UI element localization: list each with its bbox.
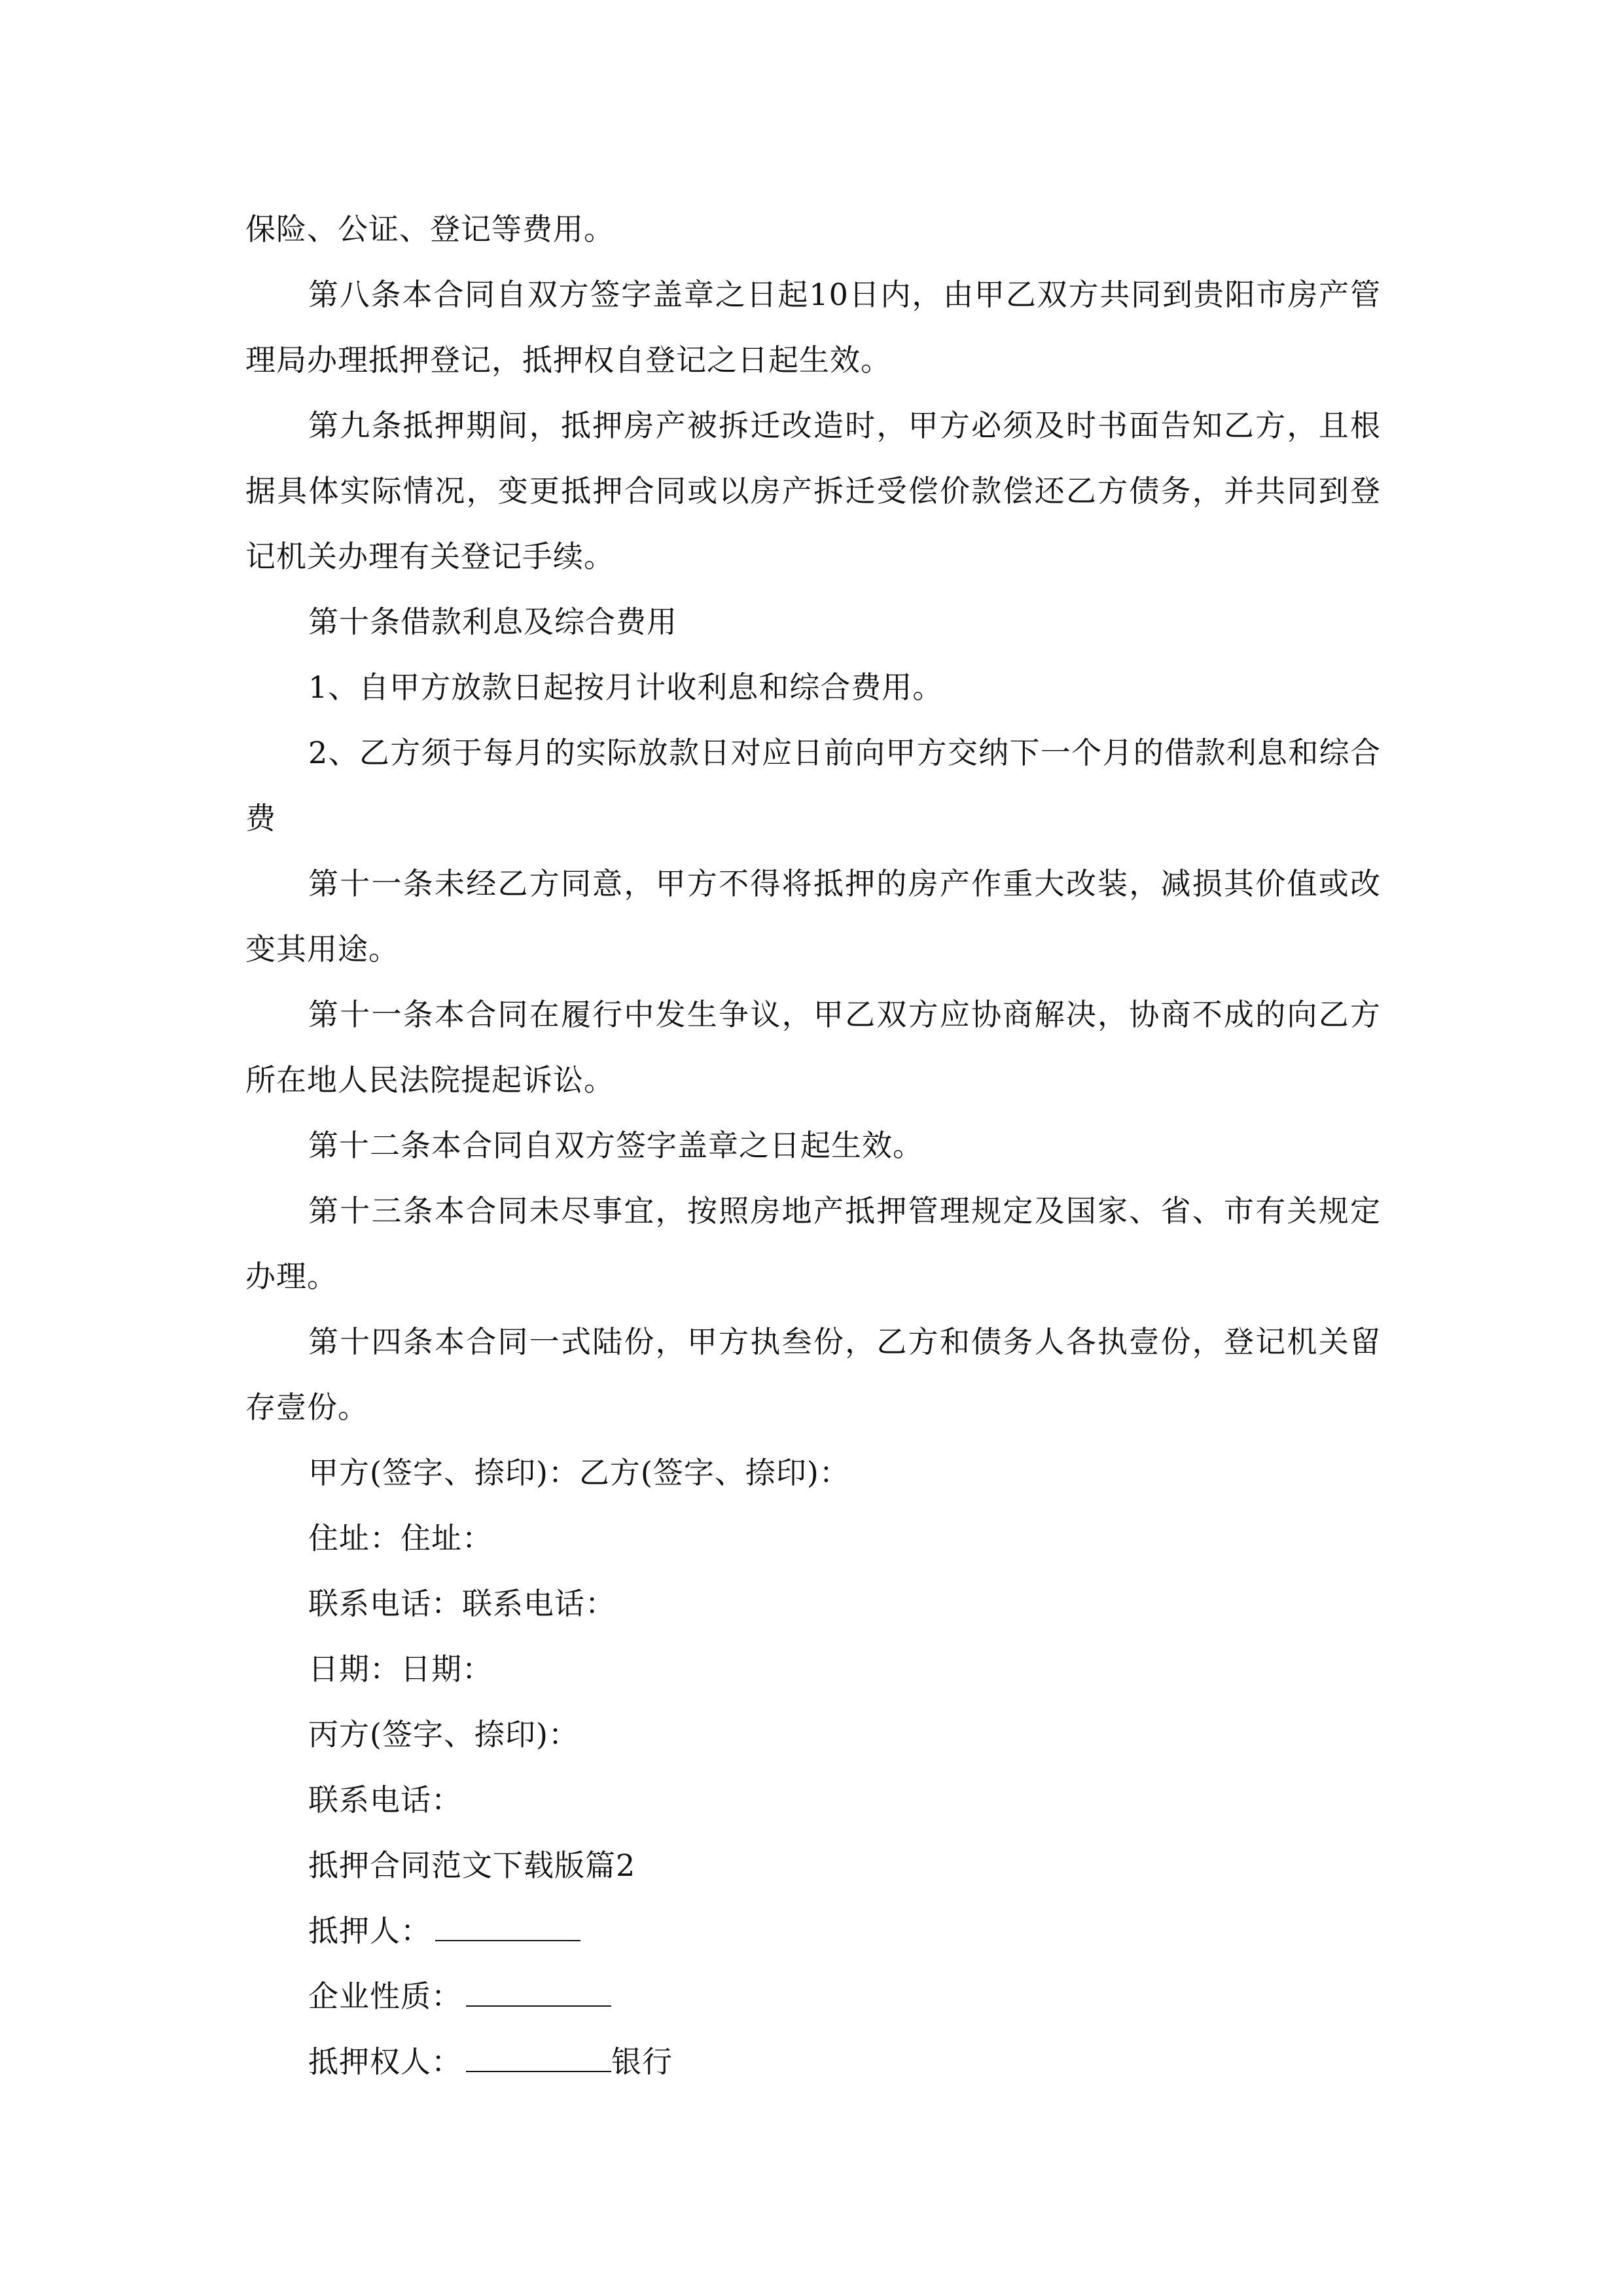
mortgagor-label: 抵押人： xyxy=(308,1913,431,1948)
document-body xyxy=(245,196,1381,2094)
signature-party-c: 丙方(签字、捺印)： xyxy=(308,1717,579,1752)
paragraph-fees-end: 保险、公证、登记等费用。 xyxy=(245,211,615,247)
paragraph-item-1: 1、自甲方放款日起按月计收利息和综合费用。 xyxy=(308,670,944,705)
enterprise-label: 企业性质： xyxy=(308,1979,462,2014)
paragraph-article-12: 第十二条本合同自双方签字盖章之日起生效。 xyxy=(308,1128,923,1163)
signature-phone: 联系电话：联系电话： xyxy=(308,1586,616,1621)
signature-phone-c: 联系电话： xyxy=(308,1782,462,1818)
mortgagee-label: 抵押权人： xyxy=(308,2044,462,2079)
paragraph-article-8: 第八条本合同自双方签字盖章之日起10日内，由甲乙双方共同到贵阳市房产管理局办理抵押登记，抵押权自登记之日起生效。 xyxy=(245,277,1381,378)
mortgagee-blank xyxy=(466,2045,611,2072)
paragraph-item-2: 2、乙方须于每月的实际放款日对应日前向甲方交纳下一个月的借款利息和综合费 xyxy=(245,735,1381,836)
paragraph-article-11a: 第十一条未经乙方同意，甲方不得将抵押的房产作重大改装，减损其价值或改变其用途。 xyxy=(245,866,1381,967)
signature-party-a-b: 甲方(签字、捺印)：乙方(签字、捺印)： xyxy=(308,1455,850,1490)
paragraph-article-13: 第十三条本合同未尽事宜，按照房地产抵押管理规定及国家、省、市有关规定办理。 xyxy=(245,1193,1381,1294)
mortgagor-blank xyxy=(435,1914,580,1941)
mortgagee-line xyxy=(245,2029,1381,2094)
signature-date: 日期：日期： xyxy=(308,1651,493,1687)
paragraph-article-11b: 第十一条本合同在履行中发生争议，甲乙双方应协商解决，协商不成的向乙方所在地人民法院提起诉讼。 xyxy=(245,997,1381,1098)
mortgagee-suffix: 银行 xyxy=(611,2044,673,2079)
enterprise-line xyxy=(245,1964,1381,2029)
enterprise-blank xyxy=(466,1979,611,2007)
signature-address: 住址：住址： xyxy=(308,1520,493,1556)
paragraph-article-9: 第九条抵押期间，抵押房产被拆迁改造时，甲方必须及时书面告知乙方，且根据具体实际情况，变更抵押合同或以房产拆迁受偿价款偿还乙方债务，并共同到登记机关办理有关登记手续。 xyxy=(245,408,1381,574)
paragraph-article-14: 第十四条本合同一式陆份，甲方执叁份，乙方和债务人各执壹份，登记机关留存壹份。 xyxy=(245,1324,1381,1425)
mortgagor-line xyxy=(245,1898,1381,1964)
paragraph-article-10: 第十条借款利息及综合费用 xyxy=(308,604,677,639)
section-2-heading: 抵押合同范文下载版篇2 xyxy=(308,1848,636,1883)
